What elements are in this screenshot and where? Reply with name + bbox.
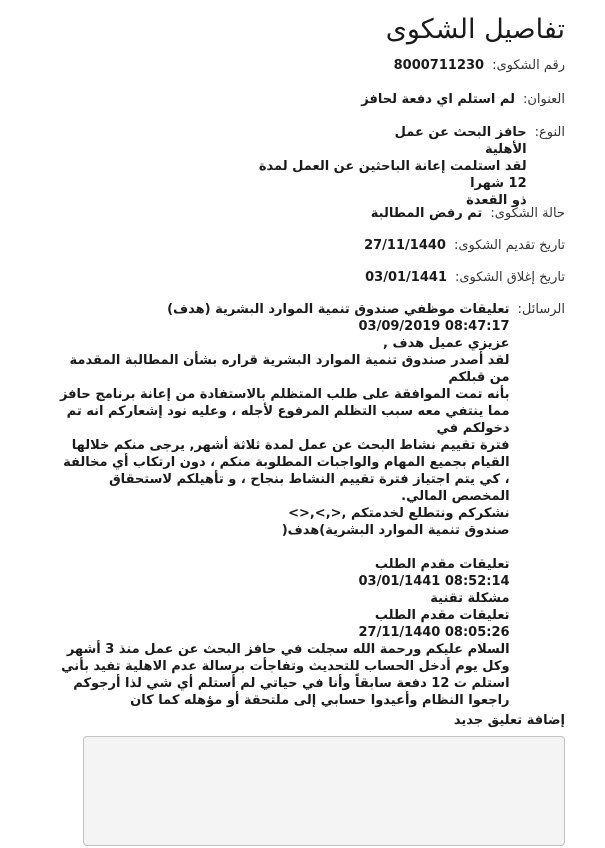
message-line: بأنه تمت الموافقة على طلب المتظلم بالاستفادة من إعانة برنامج حافز مما ينتفي معه سبب التظلم المرفوع لأجله ، وعليه نود إشعاركم انه تم دخولكم في: [59, 387, 510, 436]
page-title: تفاصيل الشكوى: [385, 14, 565, 45]
submitted-date-row: [364, 237, 565, 254]
submitted-date-label: تاريخ تقديم الشكوى:: [453, 238, 565, 253]
type-row: [242, 124, 565, 209]
complaint-number-label: رقم الشكوى:: [492, 58, 565, 73]
type-line: الأهلية: [484, 142, 527, 157]
complaint-number-row: [394, 57, 565, 74]
type-line: لقد استلمت إعانة الباحثين عن العمل لمدة 12 شهرا: [258, 159, 527, 191]
message-line: السلام عليكم ورحمة الله سجلت في حافز البحث عن عمل منذ 3 أشهر وكل يوم أدخل الحساب للتحديث وتفاجأت برسالة عدم الاهلية تفيد بأني استلم ت 12 دفعة سابقاً وأنا في حياتي لم أستلم أي شي لذا أرجوكم راجعوا النظام وأعيدوا حسابي إلى ملتحقة أو مؤهله كما كان: [61, 642, 510, 708]
message-line: 08:52:14 03/01/1441: [358, 574, 510, 589]
messages-label: الرسائل:: [517, 302, 565, 317]
message-line: نشكركم ونتطلع لخدمتكم ,<,>,<>: [288, 506, 510, 521]
new-comment-textarea[interactable]: [83, 736, 565, 846]
message-line: فترة تقييم نشاط البحث عن عمل لمدة ثلاثة أشهر, يرجى منكم خلالها القيام بجميع المهام والواجبات المطلوبة منكم ، دون ارتكاب أي مخالفة ، كي يتم اجتياز فترة تقييم النشاط بنجاح ، و تأهيلكم لاستحقاق المخصص المالي.: [63, 438, 510, 504]
message-line: صندوق تنمية الموارد البشرية)هدف(: [281, 523, 510, 538]
type-line: حافز البحث عن عمل: [394, 125, 527, 140]
new-comment-label: إضافة تعليق جديد: [453, 713, 565, 728]
message-line: تعليقات مقدم الطلب: [374, 608, 510, 623]
subject-row: [361, 91, 565, 108]
closed-date-row: [365, 269, 565, 286]
type-line: ذو القعدة: [466, 193, 527, 208]
message-line: تعليقات مقدم الطلب: [374, 557, 510, 572]
messages-thread: [60, 301, 510, 709]
submitted-date-value: 27/11/1440: [364, 238, 446, 253]
type-label: النوع:: [534, 125, 565, 140]
complaint-number-value: 8000711230: [393, 58, 485, 73]
subject-label: العنوان:: [522, 92, 565, 107]
status-row: [371, 205, 565, 222]
type-value: [242, 124, 527, 209]
closed-date-label: تاريخ إغلاق الشكوى:: [454, 270, 565, 285]
message-line: 08:05:26 27/11/1440: [358, 625, 510, 640]
message-line: 08:47:17 03/09/2019: [358, 319, 510, 334]
closed-date-value: 03/01/1441: [365, 270, 447, 285]
status-label: حالة الشكوى:: [490, 206, 565, 221]
message-line: عزيزي عميل هدف ,: [383, 336, 510, 351]
message-line: لقد أصدر صندوق تنمية الموارد البشرية قراره بشأن المطالبة المقدمة من قبلكم: [69, 353, 510, 385]
message-line: تعليقات موظفي صندوق تنمية الموارد البشرية (هدف): [167, 302, 510, 317]
status-value: تم رفض المطالبة: [370, 206, 483, 221]
subject-value: لم استلم اي دفعة لحافز: [361, 92, 515, 107]
message-block-staff: [60, 301, 510, 539]
message-block-applicant: [60, 556, 510, 709]
messages-row: [60, 301, 565, 709]
message-line: مشكلة تقنية: [430, 591, 510, 606]
